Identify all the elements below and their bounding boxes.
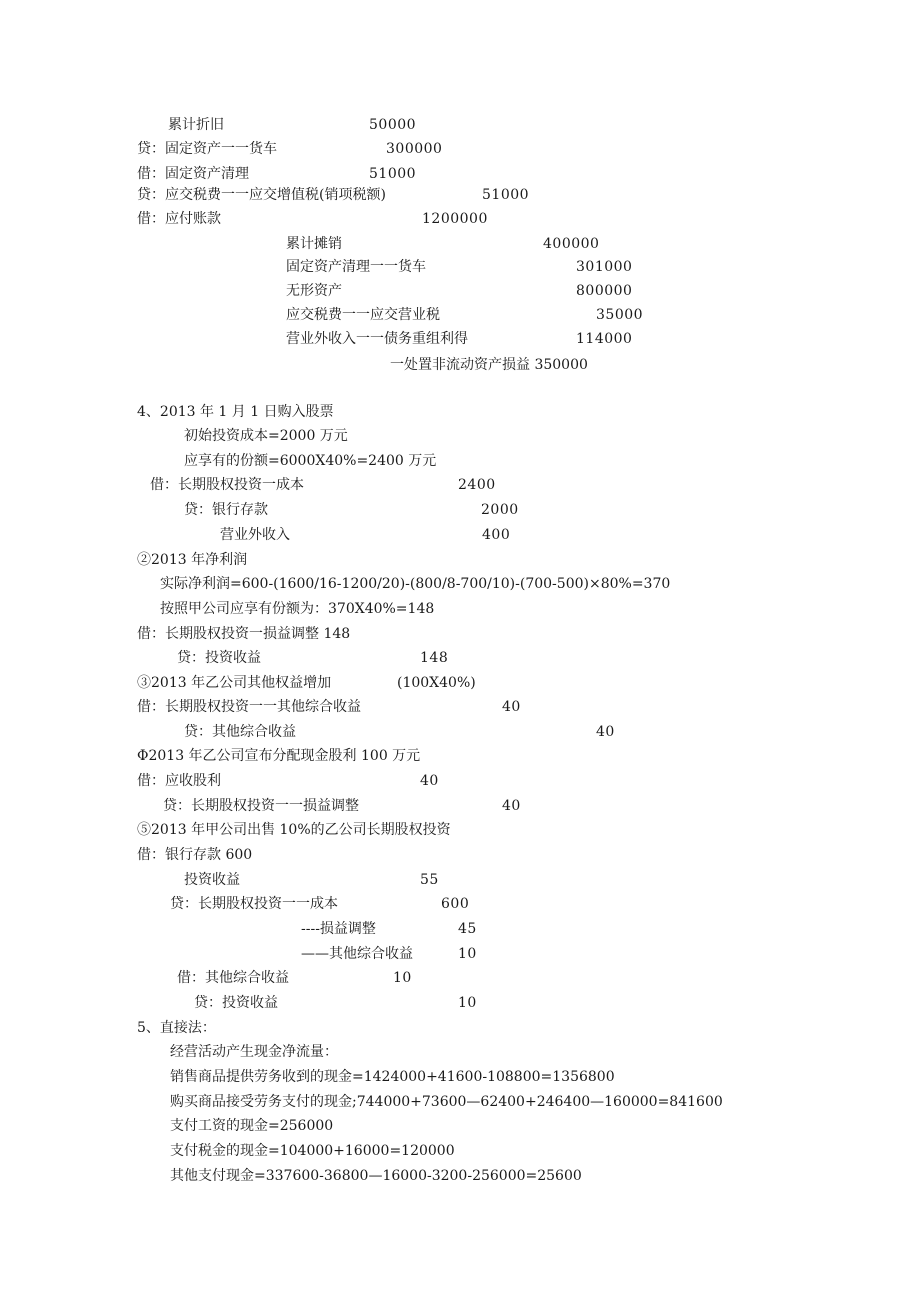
amount: 148 [420,650,449,666]
amount: 10 [458,946,477,962]
amount: 10 [393,970,412,986]
amount: 400000 [543,236,600,252]
text-line: 应享有的份额=6000X40%=2400 万元 [184,453,437,469]
text-line: 按照甲公司应享有份额为：370X40%=148 [160,601,435,617]
text-line: 贷：其他综合收益 [184,724,296,740]
amount: 40 [502,699,521,715]
text-line: 借：固定资产清理 [137,166,249,182]
text-line: 借：应收股利 [137,773,221,789]
amount: 40 [502,798,521,814]
text-line: 初始投资成本=2000 万元 [184,428,348,444]
amount: 40 [596,724,615,740]
amount: 2400 [458,477,496,493]
text-line: 经营活动产生现金净流量： [170,1044,338,1060]
text-line: 贷：固定资产一一货车 [137,141,277,157]
section-heading: 4、2013 年 1 月 1 日购入股票 [137,404,334,420]
text-line: 营业外收入一一债务重组利得 [286,331,468,347]
amount: 10 [458,995,477,1011]
text-line: 借：应付账款 [137,211,221,227]
text-line: ——其他综合收益 [301,946,413,962]
text-line: 支付税金的现金=104000+16000=120000 [170,1143,455,1159]
text-line: 实际净利润=600-(1600/16-1200/20)-(800/8-700/10)-(700-500)×80%=370 [160,576,671,592]
amount: (100X40%) [397,675,476,691]
text-line: 销售商品提供劳务收到的现金=1424000+41600-108800=1356800 [170,1069,615,1085]
text-line: 贷：银行存款 [184,502,268,518]
amount: 800000 [576,283,633,299]
amount: 51000 [482,187,530,203]
text-line: ⑤2013 年甲公司出售 10%的乙公司长期股权投资 [137,822,451,838]
text-line: 累计摊销 [286,236,342,252]
text-line: 借：长期股权投资一一其他综合收益 [137,699,361,715]
text-line: 投资收益 [184,872,240,888]
text-line: 其他支付现金=337600-36800—16000-3200-256000=25600 [170,1168,582,1184]
text-line: ③2013 年乙公司其他权益增加 [137,675,332,691]
text-line: 借：其他综合收益 [177,970,289,986]
text-line: ----损益调整 [301,921,376,937]
amount: 40 [420,773,439,789]
text-line: 累计折旧 [168,117,224,133]
text-line: ②2013 年净利润 [137,552,248,568]
text-line: 应交税费一一应交营业税 [286,307,440,323]
amount: 301000 [576,259,633,275]
amount: 1200000 [422,211,488,227]
amount: 50000 [369,117,417,133]
text-line: 购买商品接受劳务支付的现金;744000+73600—62400+246400—160000=841600 [170,1094,723,1110]
text-line: 一处置非流动资产损益 350000 [390,357,588,373]
amount: 300000 [386,141,443,157]
amount: 35000 [596,307,644,323]
amount: 45 [458,921,477,937]
text-line: 固定资产清理一一货车 [286,259,426,275]
text-line: 贷：长期股权投资一一损益调整 [163,798,359,814]
amount: 600 [441,896,470,912]
text-line: 借：长期股权投资一成本 [150,477,304,493]
amount: 114000 [576,331,633,347]
text-line: 贷：投资收益 [194,995,278,1011]
text-line: 贷：投资收益 [177,650,261,666]
text-line: 支付工资的现金=256000 [170,1118,334,1134]
amount: 2000 [481,502,519,518]
amount: 51000 [369,166,417,182]
text-line: 借：长期股权投资一损益调整 148 [137,626,351,642]
amount: 55 [420,872,439,888]
text-line: 借：银行存款 600 [137,847,253,863]
text-line: 营业外收入 [220,527,290,543]
text-line: 无形资产 [286,283,342,299]
section-heading: 5、直接法： [137,1020,216,1036]
text-line: Φ2013 年乙公司宣布分配现金股利 100 万元 [137,748,421,764]
text-line: 贷：长期股权投资一一成本 [170,896,338,912]
amount: 400 [482,527,511,543]
text-line: 贷：应交税费一一应交增值税(销项税额) [137,187,386,203]
